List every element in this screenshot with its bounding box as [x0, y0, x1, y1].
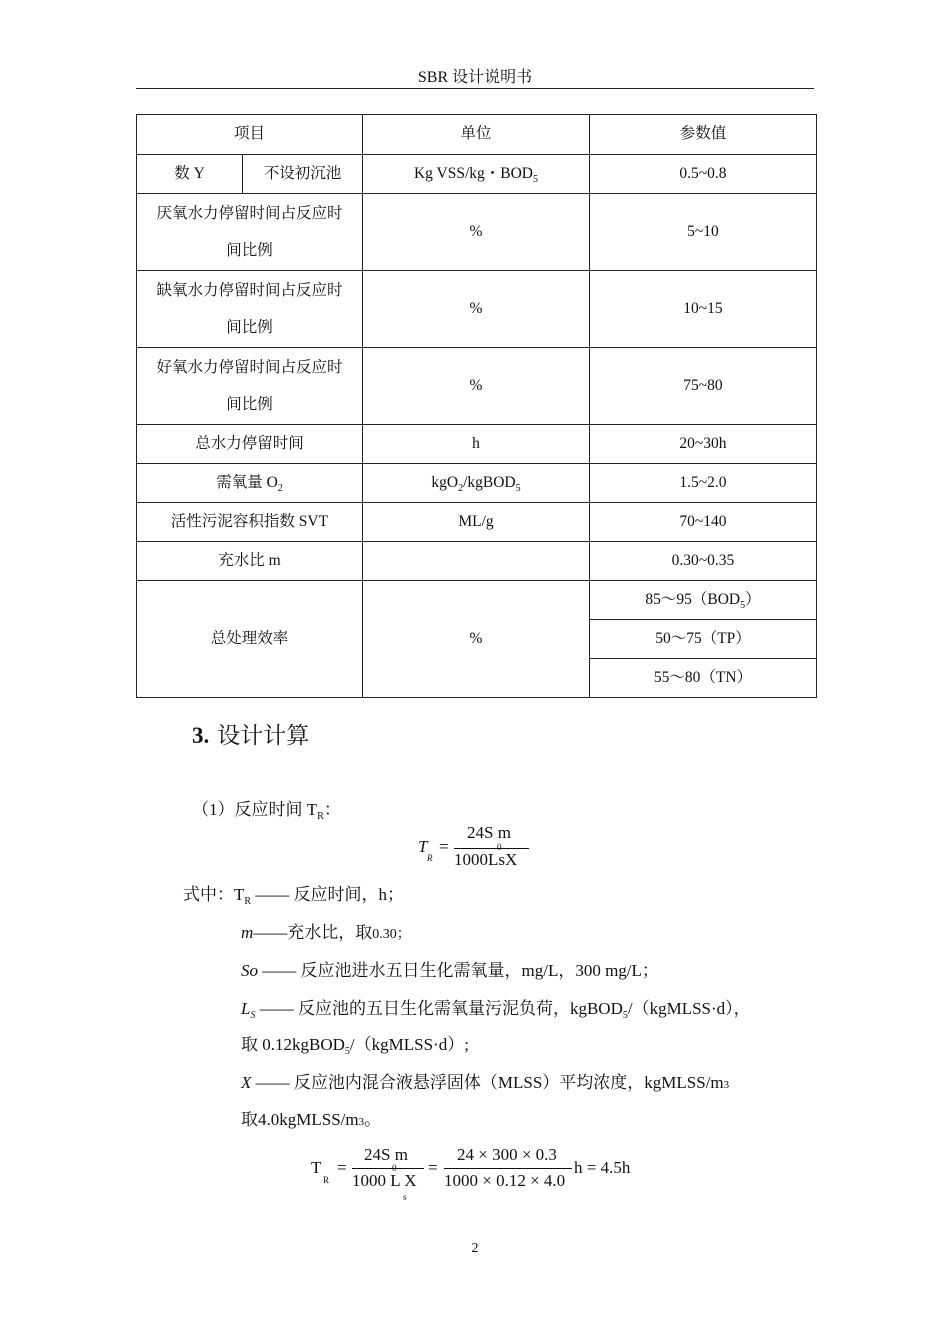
formula-2 [308, 1143, 648, 1203]
formula1-num-sub: 0 [497, 842, 502, 852]
efficiency-tp: 50～75（TP） [590, 620, 817, 659]
header-title: SBR 设计说明书 [417, 69, 533, 86]
table-row [137, 464, 817, 503]
section-number: 3. [192, 723, 210, 748]
header-value: 参数值 [590, 115, 817, 155]
table-row [137, 271, 817, 348]
ls-line: $L_S$ —— 反应池的五日生化需氧量污泥负荷，kgBOD$_5$/（kgMLSS·d）， [241, 999, 751, 1021]
oxygen-value: 1.5~2.0 [590, 464, 817, 503]
efficiency-bod: $85\sim 95(BOD_5)$ [590, 581, 817, 620]
anoxic-unit: % [363, 271, 590, 348]
x-line: X —— 反应池内混合液悬浮固体（MLSS）平均浓度，kgMLSS/m3 [241, 1073, 730, 1092]
page-number: 2 [471, 1241, 479, 1256]
header-unit: 单位 [363, 115, 590, 155]
yield-unit: Kg VSS/kg・$BOD_5$ [363, 155, 590, 194]
formula2-den1: 1000 L X [352, 1171, 417, 1190]
formula1-den: 1000LsX [454, 850, 518, 869]
formula-1 [414, 820, 544, 875]
parameter-table [136, 114, 817, 698]
anaerobic-label: 厌氧水力停留时间占反应时 间比例 [137, 194, 363, 271]
table-row [137, 503, 817, 542]
aerobic-value: 75~80 [590, 348, 817, 425]
formula1-lhs-sub: R [427, 853, 433, 863]
formula2-den1-sub: s [403, 1192, 407, 1202]
aerobic-unit: % [363, 348, 590, 425]
so-line: So —— 反应池进水五日生化需氧量，mg/L，300 mg/L； [241, 961, 659, 980]
item1-heading: （1）反应时间 $T_R$： [192, 800, 341, 822]
svi-label: 活性污泥容积指数 SVT [137, 503, 363, 542]
header-rule [136, 88, 814, 89]
table-row [137, 581, 817, 620]
anaerobic-value: 5~10 [590, 194, 817, 271]
svi-unit: ML/g [363, 503, 590, 542]
m-line: m——充水比，取0.30； [241, 923, 411, 942]
header-item: 项目 [137, 115, 363, 155]
efficiency-tn: 55～80（TN） [590, 659, 817, 698]
page-header [0, 64, 950, 87]
svi-value: 70~140 [590, 503, 817, 542]
fill-value: 0.30~0.35 [590, 542, 817, 581]
section-heading: 设计计算 [217, 723, 310, 748]
section-title [192, 717, 309, 750]
table-row [137, 425, 817, 464]
hrt-value: 20~30h [590, 425, 817, 464]
hrt-label: 总水力停留时间 [137, 425, 363, 464]
table-header-row [137, 115, 817, 155]
formula2-num1: 24S m [364, 1145, 408, 1164]
anoxic-value: 10~15 [590, 271, 817, 348]
formula2-den2: 1000 × 0.12 × 4.0 [444, 1171, 566, 1190]
formula2-result: h = 4.5h [574, 1158, 631, 1177]
anaerobic-unit: % [363, 194, 590, 271]
fill-label: 充水比 m [137, 542, 363, 581]
fill-unit [363, 542, 590, 581]
take-line: 取 0.12kgBOD$_5$/（kgMLSS·d）; [241, 1035, 469, 1057]
formula1-lhs: T [418, 837, 428, 856]
formula1-num: 24S m [467, 823, 511, 842]
table-row [137, 155, 817, 194]
formula2-num2: 24 × 300 × 0.3 [457, 1145, 557, 1164]
x-take-line: 取4.0kgMLSS/m3。 [241, 1110, 382, 1129]
oxygen-label: 需氧量 $O_2$ [137, 464, 363, 503]
yield-label: 数 Y [137, 155, 243, 194]
formula2-bar2 [444, 1168, 572, 1169]
table-row [137, 194, 817, 271]
efficiency-label: 总处理效率 [137, 581, 363, 698]
formula2-num1-sub: 0 [392, 1163, 397, 1173]
anoxic-label: 缺氧水力停留时间占反应时 间比例 [137, 271, 363, 348]
aerobic-label: 好氧水力停留时间占反应时 间比例 [137, 348, 363, 425]
formula2-lhs-sub: R [323, 1175, 330, 1185]
yield-value: 0.5~0.8 [590, 155, 817, 194]
formula2-eq1: = [337, 1158, 347, 1177]
formula2-bar1 [352, 1168, 424, 1169]
table-row [137, 542, 817, 581]
efficiency-unit: % [363, 581, 590, 698]
formula1-eq: = [439, 837, 449, 856]
formula2-lhs: T [311, 1158, 322, 1177]
yield-sublabel: 不设初沉池 [243, 155, 363, 194]
formula2-eq2: = [428, 1158, 438, 1177]
oxygen-unit: kgO$_2$/kgBOD$_5$ [363, 464, 590, 503]
table-row [137, 348, 817, 425]
formula1-bar [454, 848, 529, 849]
hrt-unit: h [363, 425, 590, 464]
where-line: 式中：$T_R$ —— 反应时间，h； [183, 885, 405, 907]
